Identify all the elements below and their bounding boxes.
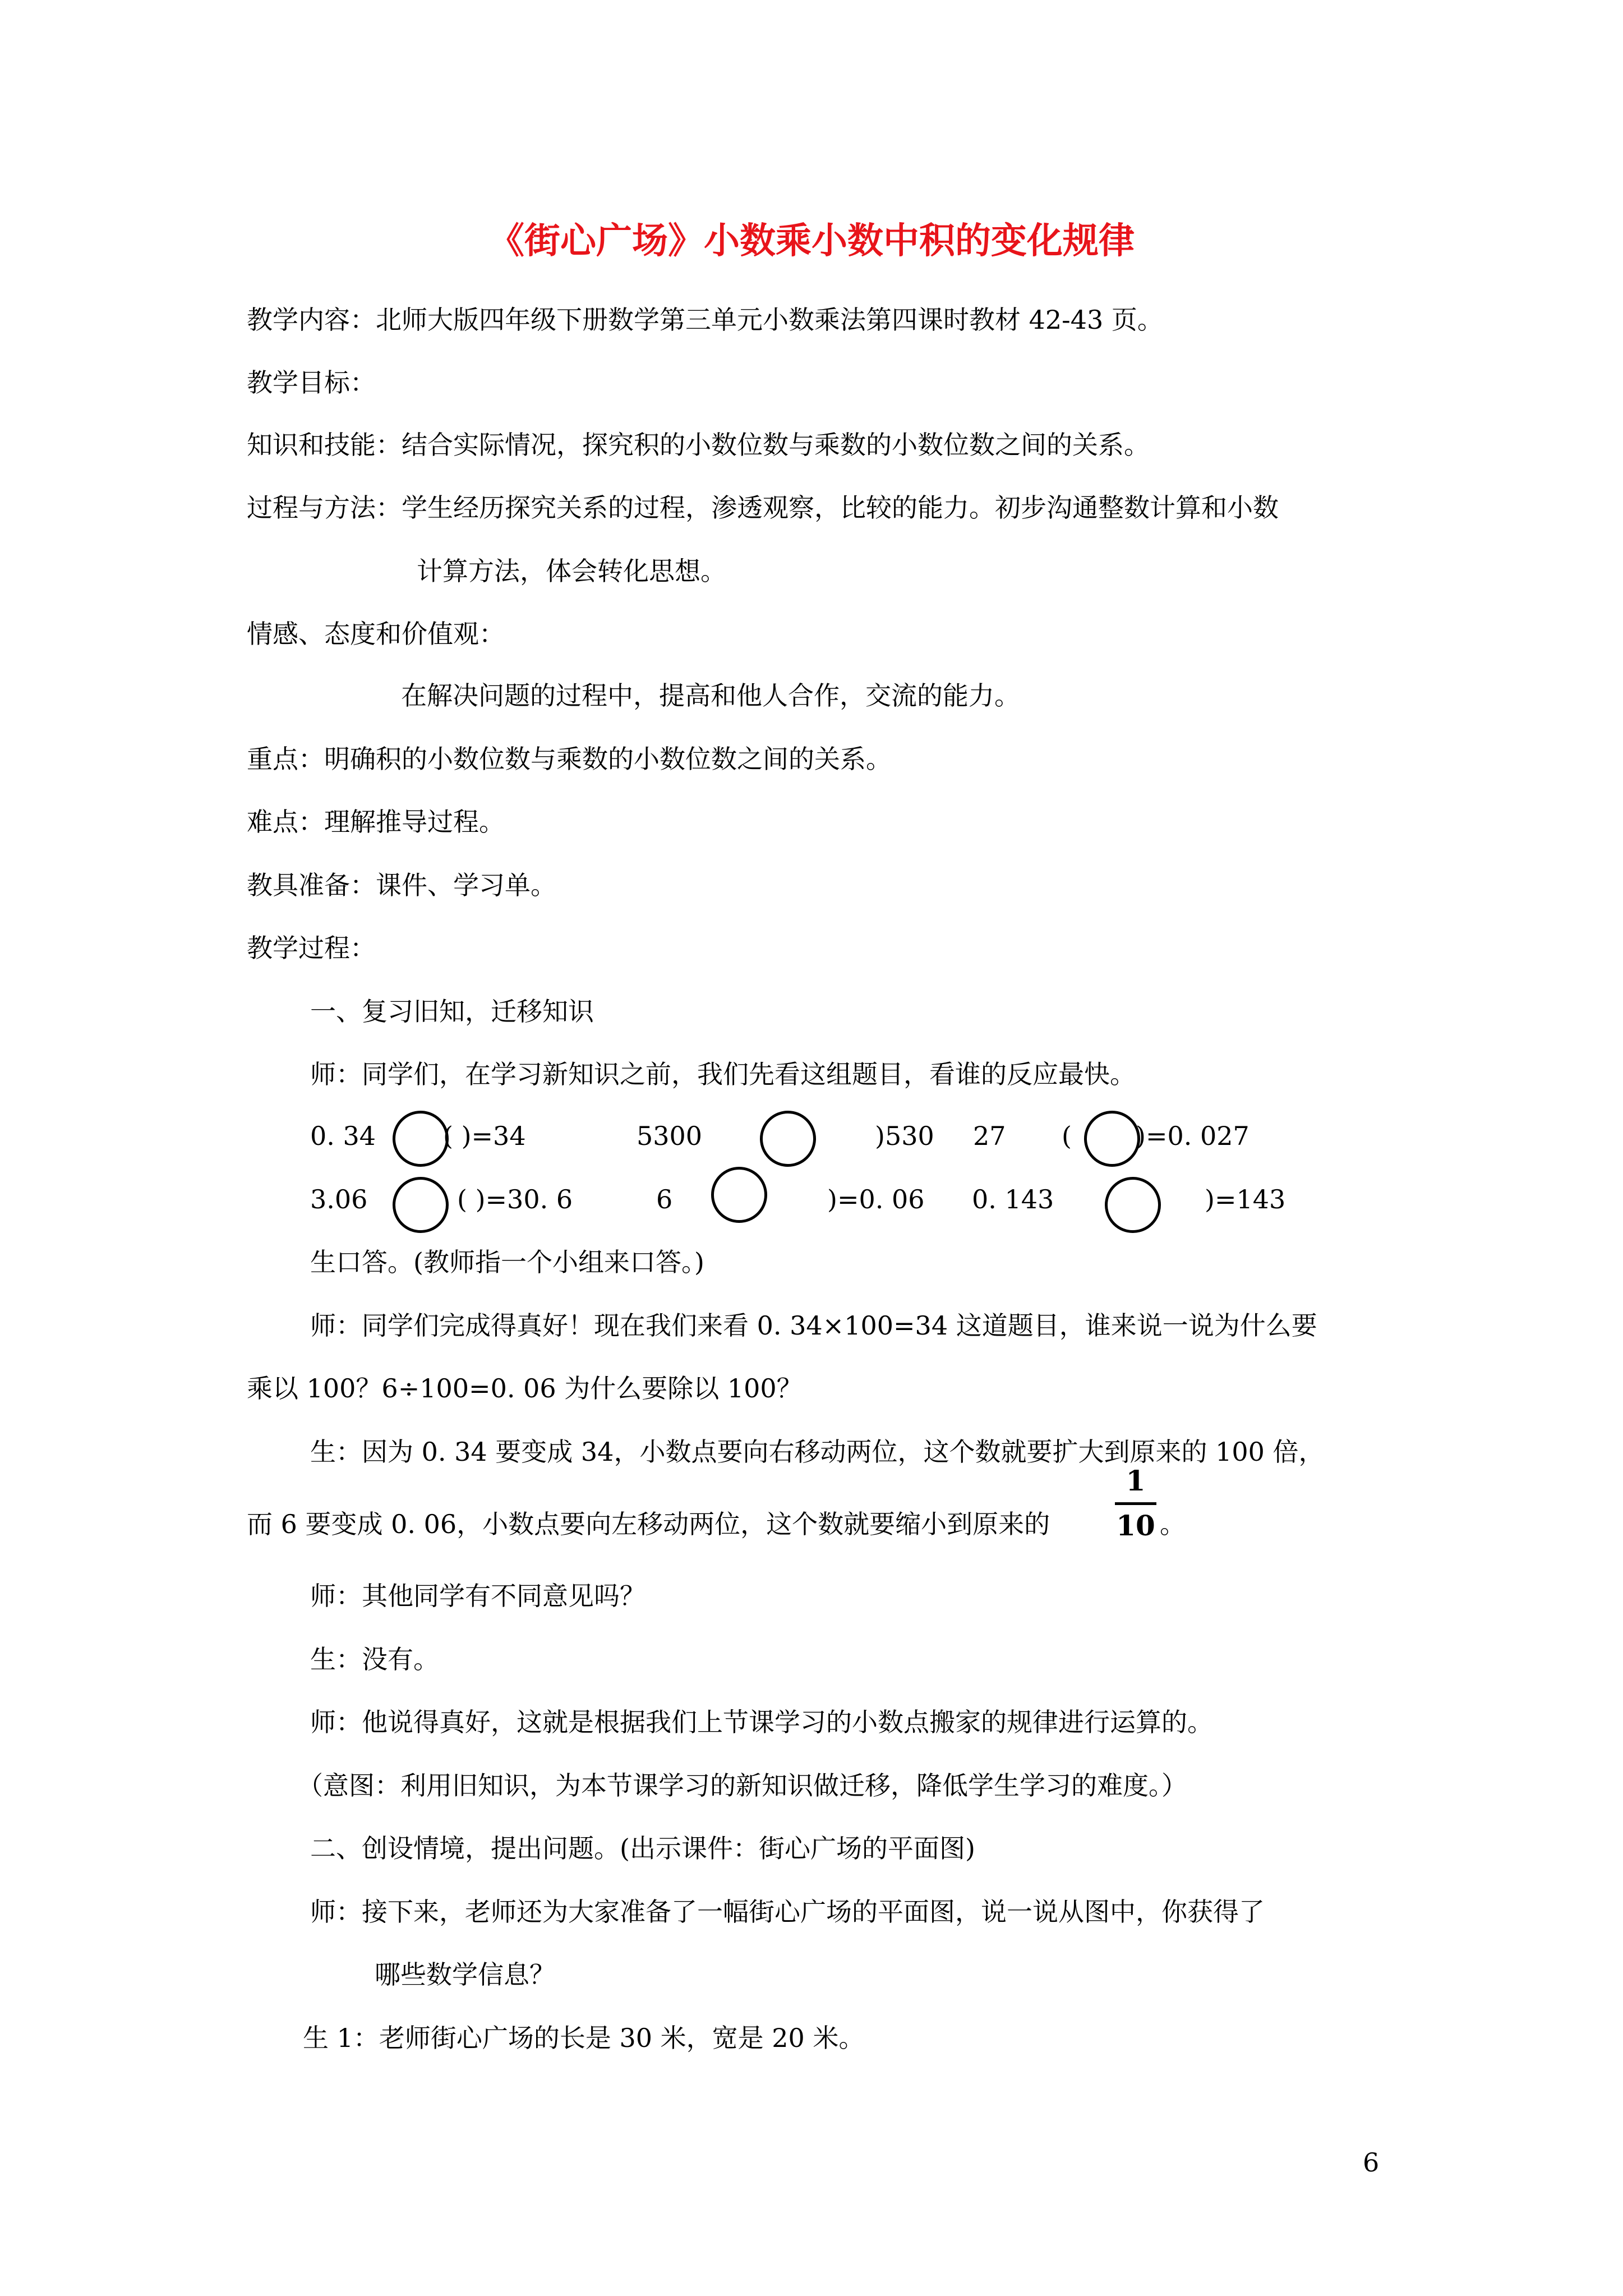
teaching-content: 教学内容：北师大版四年级下册数学第三单元小数乘法第四课时教材 42-43 页。 (247, 305, 1163, 335)
exercise-1d: )530 (875, 1121, 934, 1151)
blank-circle (393, 1111, 449, 1167)
fraction-numerator: 1 (1126, 1464, 1146, 1497)
process-method-line2: 计算方法，体会转化思想。 (417, 556, 726, 586)
teacher-line-3: 师：其他同学有不同意见吗？ (310, 1581, 645, 1611)
teacher-line-5b: 哪些数学信息？ (375, 1959, 555, 1990)
teaching-tools: 教具准备：课件、学习单。 (247, 870, 556, 900)
teacher-line-1: 师：同学们，在学习新知识之前，我们先看这组题目，看谁的反应最快。 (310, 1059, 1136, 1089)
teaching-procedure-heading: 教学过程： (247, 933, 376, 963)
step1-heading: 一、复习旧知，迁移知识 (310, 996, 594, 1027)
difficulty-point: 难点：理解推导过程。 (247, 807, 505, 837)
teacher-line-4: 师：他说得真好，这就是根据我们上节课学习的小数点搬家的规律进行运算的。 (310, 1707, 1213, 1737)
blank-circle (711, 1167, 767, 1223)
teacher-line-2b: 乘以 100？6÷100=0. 06 为什么要除以 100？ (247, 1373, 803, 1404)
blank-circle (1084, 1111, 1140, 1167)
exercise-1a: 0. 34 (310, 1121, 376, 1151)
knowledge-skills: 知识和技能：结合实际情况，探究积的小数位数与乘数的小数位数之间的关系。 (247, 430, 1150, 460)
exercise-2c: 6 (656, 1184, 673, 1214)
exercise-2a: 3.06 (310, 1184, 368, 1214)
blank-circle (393, 1177, 449, 1233)
student-line-2b: 而 6 要变成 0. 06，小数点要向左移动两位，这个数就要缩小到原来的 (247, 1509, 1050, 1539)
exercise-1c: 5300 (637, 1121, 703, 1151)
student-line-2b-end: 。 (1160, 1509, 1186, 1539)
key-point: 重点：明确积的小数位数与乘数的小数位数之间的关系。 (247, 744, 892, 774)
fraction-bar (1115, 1502, 1156, 1505)
exercise-1f: ( (1062, 1121, 1072, 1151)
teaching-goals-heading: 教学目标： (247, 367, 376, 398)
exercise-2d: )=0. 06 (827, 1184, 925, 1214)
teacher-line-5a: 师：接下来，老师还为大家准备了一幅街心广场的平面图，说一说从图中，你获得了 (310, 1897, 1265, 1927)
exercise-2e: 0. 143 (972, 1184, 1054, 1214)
step2-heading: 二、创设情境，提出问题。(出示课件：街心广场的平面图) (310, 1833, 975, 1864)
exercise-2f: )=143 (1205, 1184, 1286, 1214)
blank-circle (760, 1111, 816, 1167)
student-answer-1: 生口答。(教师指一个小组来口答。) (310, 1247, 704, 1277)
exercise-1e: 27 (973, 1121, 1006, 1151)
intent-note: （意图：利用旧知识，为本节课学习的新知识做迁移，降低学生学习的难度。） (297, 1770, 1187, 1801)
student-line-3: 生：没有。 (310, 1644, 439, 1674)
emotion-heading: 情感、态度和价值观： (247, 619, 505, 649)
exercise-1g: )=0. 027 (1136, 1121, 1249, 1151)
exercise-2b: ( )=30. 6 (457, 1184, 573, 1214)
process-method-line1: 过程与方法：学生经历探究关系的过程，渗透观察，比较的能力。初步沟通整数计算和小数 (247, 493, 1279, 523)
page-number: 6 (1363, 2147, 1380, 2178)
fraction-denominator: 10 (1116, 1509, 1155, 1542)
emotion-text: 在解决问题的过程中，提高和他人合作，交流的能力。 (401, 680, 1020, 711)
exercise-1b: ( )=34 (443, 1121, 526, 1151)
student-line-5: 生 1：老师街心广场的长是 30 米，宽是 20 米。 (303, 2023, 865, 2053)
teacher-line-2a: 师：同学们完成得真好！现在我们来看 0. 34×100=34 这道题目，谁来说一说为什么要 (310, 1310, 1317, 1341)
student-line-2a: 生：因为 0. 34 要变成 34，小数点要向右移动两位，这个数就要扩大到原来的 100 倍， (310, 1437, 1325, 1467)
document-title: 《街心广场》小数乘小数中积的变化规律 (488, 220, 1135, 262)
blank-circle (1105, 1177, 1161, 1233)
